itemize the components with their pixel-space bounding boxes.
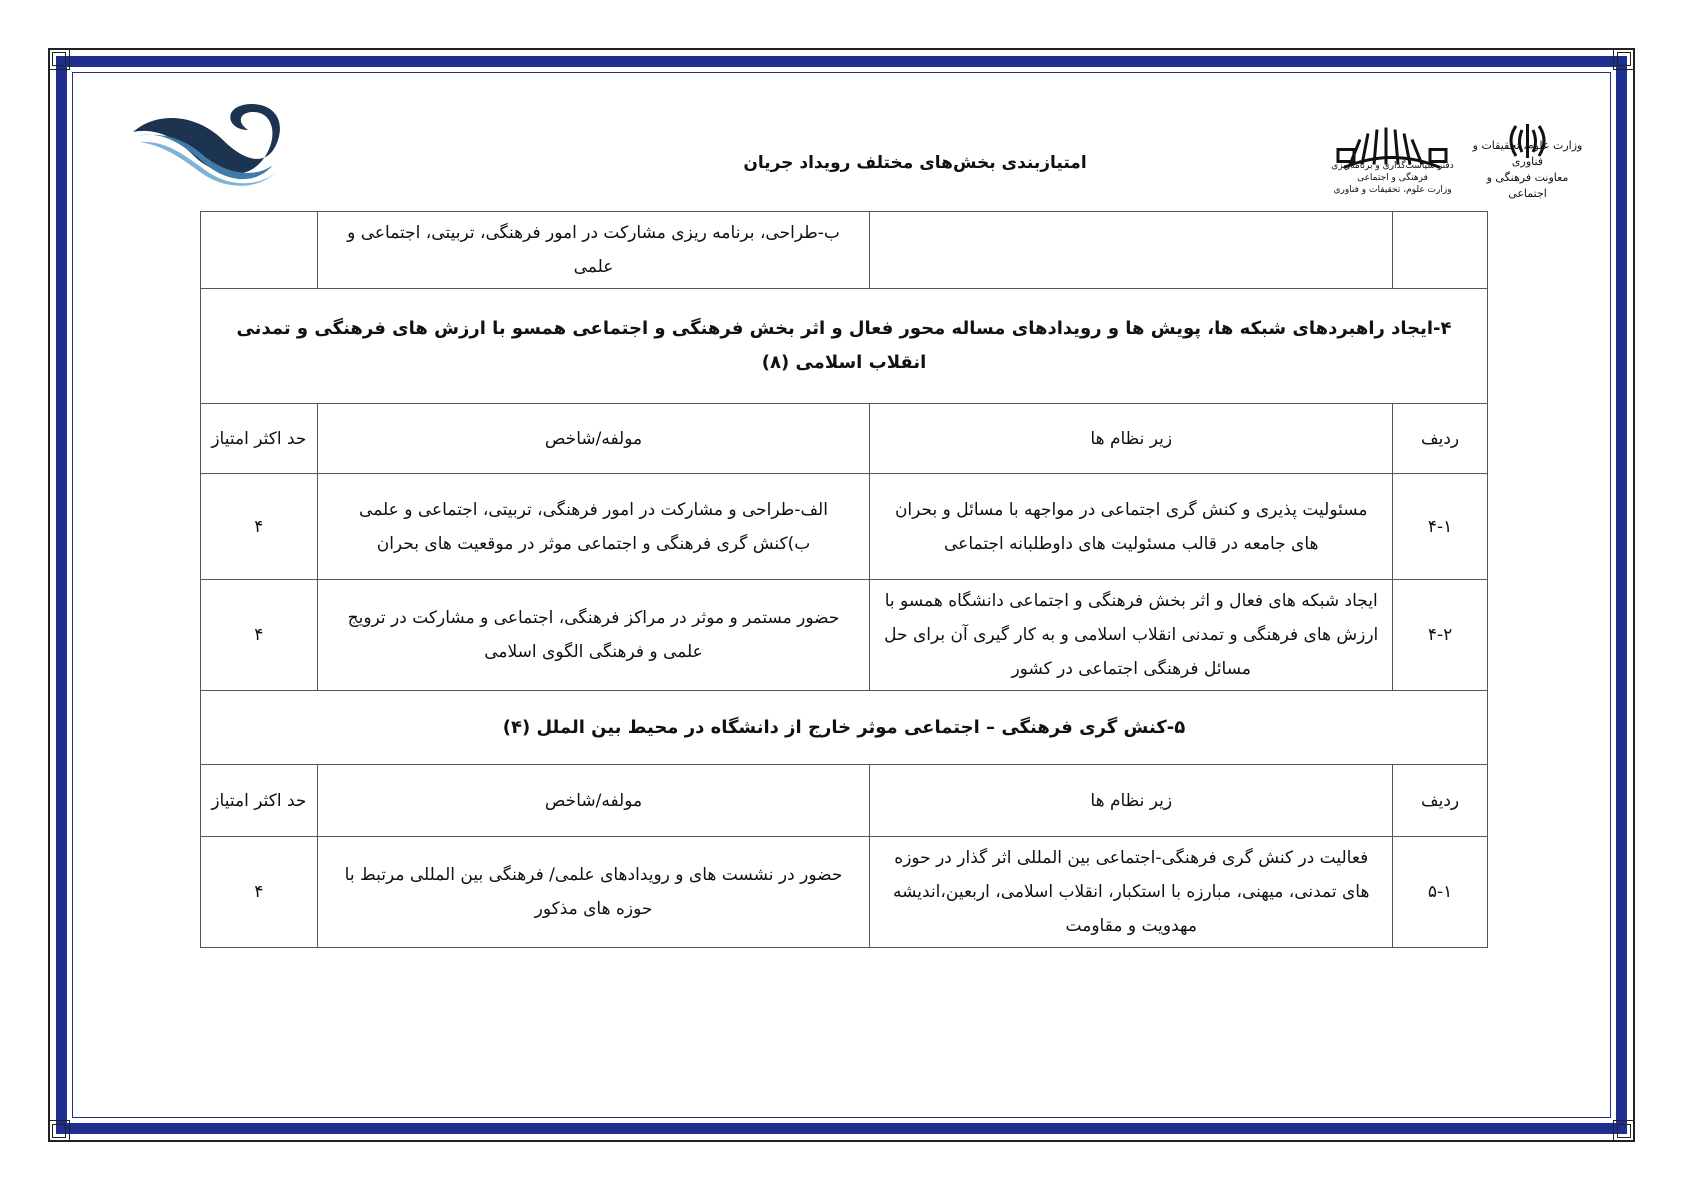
header-max-score: حد اکثر امتیاز	[201, 404, 318, 474]
ministry-caption	[1470, 138, 1585, 202]
section-4-title: ۴-ایجاد راهبردهای شبکه ها، پویش ها و رویدادهای مساله محور فعال و اثر بخش فرهنگی و اجتماعی همسو با ارزش های فرهنگی و تمدنی انقلاب اسلامی (۸)	[201, 289, 1488, 404]
table-row	[201, 837, 1488, 948]
sub-system-cell	[870, 212, 1393, 289]
culture-office-line: دفتر سیاست‌گذاری و برنامه‌ریزی فرهنگی و اجتماعی	[1331, 161, 1454, 183]
header-component: مولفه/شاخص	[317, 765, 870, 837]
sub-system-cell: مسئولیت پذیری و کنش گری اجتماعی در مواجهه با مسائل و بحران های جامعه در قالب مسئولیت های داوطلبانه اجتماعی	[870, 474, 1393, 580]
max-score-cell: ۴	[201, 474, 318, 580]
header-row-id: ردیف	[1393, 404, 1488, 474]
component-cell: ب-طراحی، برنامه ریزی مشارکت در امور فرهنگی، تربیتی، اجتماعی و علمی	[317, 212, 870, 289]
row-id-cell: ۵-۱	[1393, 837, 1488, 948]
header-sub-system: زیر نظام ها	[870, 404, 1393, 474]
ministry-line: وزارت علوم، تحقیقات و فناوری	[1472, 139, 1583, 168]
component-cell	[317, 474, 870, 580]
culture-office-caption	[1330, 160, 1455, 196]
row-id-cell	[1393, 212, 1488, 289]
table-header-row	[201, 765, 1488, 837]
sub-system-cell: ایجاد شبکه های فعال و اثر بخش فرهنگی و اجتماعی دانشگاه همسو با ارزش های فرهنگی و تمدنی انقلاب اسلامی و به کار گیری آن برای حل مسائل فرهنگی اجتماعی در کشور	[870, 580, 1393, 691]
header-max-score: حد اکثر امتیاز	[201, 765, 318, 837]
table-row	[201, 580, 1488, 691]
component-cell: حضور مستمر و موثر در مراکز فرهنگی، اجتماعی و مشارکت در ترویج علمی و فرهنگی الگوی اسلامی	[317, 580, 870, 691]
culture-office-line: وزارت علوم، تحقیقات و فناوری	[1333, 185, 1452, 195]
table-header-row	[201, 404, 1488, 474]
row-id-cell: ۴-۲	[1393, 580, 1488, 691]
max-score-cell: ۴	[201, 837, 318, 948]
frame-corner	[1617, 52, 1631, 66]
section-row	[201, 289, 1488, 404]
component-line: ب)کنش گری فرهنگی و اجتماعی موثر در موقعیت های بحران	[376, 533, 811, 554]
max-score-cell: ۴	[201, 580, 318, 691]
scoring-table	[200, 211, 1488, 948]
section-row	[201, 691, 1488, 765]
frame-corner	[52, 52, 66, 66]
sub-system-cell: فعالیت در کنش گری فرهنگی-اجتماعی بین المللی اثر گذار در حوزه های تمدنی، میهنی، مبارزه با استکبار، انقلاب اسلامی، اربعین،اندیشه مهدویت و مقاومت	[870, 837, 1393, 948]
table-row	[201, 212, 1488, 289]
row-id-cell: ۴-۱	[1393, 474, 1488, 580]
page-title: امتیازبندی بخش‌های مختلف رویداد جریان	[743, 153, 1087, 173]
component-line: الف-طراحی و مشارکت در امور فرهنگی، تربیتی، اجتماعی و علمی	[359, 499, 828, 520]
header-row-id: ردیف	[1393, 765, 1488, 837]
ministry-line: معاونت فرهنگی و اجتماعی	[1486, 171, 1569, 200]
header-sub-system: زیر نظام ها	[870, 765, 1393, 837]
max-score-cell	[201, 212, 318, 289]
header-component: مولفه/شاخص	[317, 404, 870, 474]
frame-corner	[1617, 1124, 1631, 1138]
frame-corner	[52, 1124, 66, 1138]
table-row	[201, 474, 1488, 580]
jarian-logo	[128, 100, 288, 190]
component-cell: حضور در نشست های و رویدادهای علمی/ فرهنگی بین المللی مرتبط با حوزه های مذکور	[317, 837, 870, 948]
section-5-title: ۵-کنش گری فرهنگی – اجتماعی موثر خارج از دانشگاه در محیط بین الملل (۴)	[201, 691, 1488, 765]
